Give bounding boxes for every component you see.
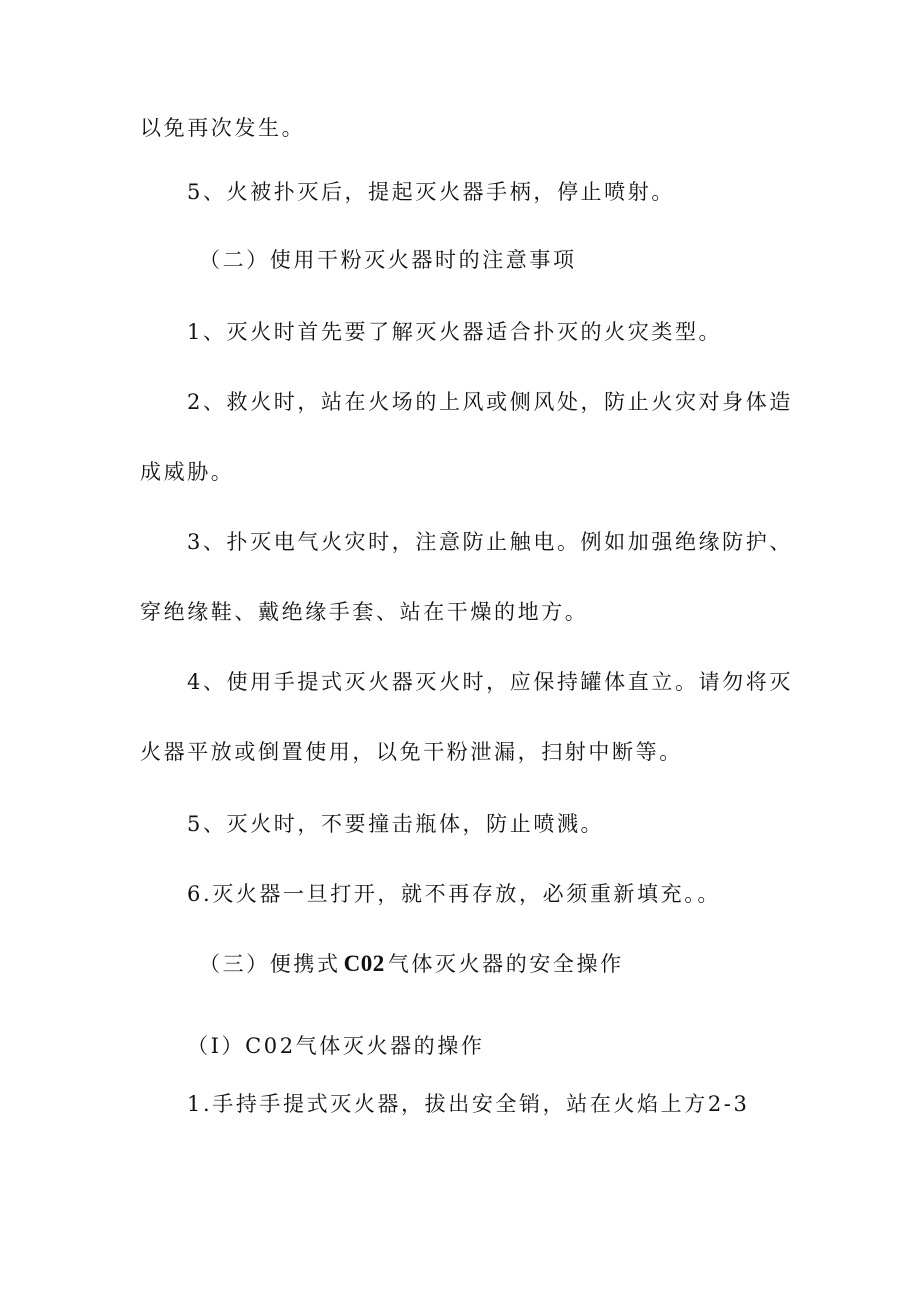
- section-heading: [199, 950, 624, 978]
- subsection-heading: （I）C02气体灭火器的操作: [187, 1034, 485, 1058]
- paragraph-line: 4、使用手提式灭火器灭火时，应保持罐体直立。请勿将灭: [187, 670, 793, 694]
- paragraph-line: 穿绝缘鞋、戴绝缘手套、站在干燥的地方。: [140, 600, 589, 624]
- paragraph-line: 火器平放或倒置使用，以免干粉泄漏，扫射中断等。: [140, 740, 683, 764]
- paragraph-line: 1.手持手提式灭火器，拔出安全销，站在火焰上方2-3: [187, 1092, 750, 1116]
- paragraph-line: 3、扑灭电气火灾时，注意防止触电。例如加强绝缘防护、: [187, 530, 793, 554]
- section-heading: （二）使用干粉灭火器时的注意事项: [199, 248, 577, 272]
- paragraph-line: 5、火被扑灭后，提起灭火器手柄，停止喷射。: [187, 180, 675, 204]
- paragraph-line: 1、灭火时首先要了解灭火器适合扑灭的火灾类型。: [187, 320, 723, 344]
- paragraph-line: 以免再次发生。: [140, 116, 306, 140]
- paragraph-line: 6.灭火器一旦打开，就不再存放，必须重新填充。。: [187, 882, 721, 906]
- heading-prefix: （三）便携式: [199, 952, 341, 976]
- paragraph-line: 5、灭火时，不要撞击瓶体，防止喷溅。: [187, 812, 605, 836]
- heading-bold-code: C02: [343, 951, 385, 976]
- paragraph-line: 成威胁。: [140, 460, 235, 484]
- heading-suffix: 气体灭火器的安全操作: [387, 952, 624, 976]
- paragraph-line: 2、救火时，站在火场的上风或侧风处，防止火灾对身体造: [187, 390, 793, 414]
